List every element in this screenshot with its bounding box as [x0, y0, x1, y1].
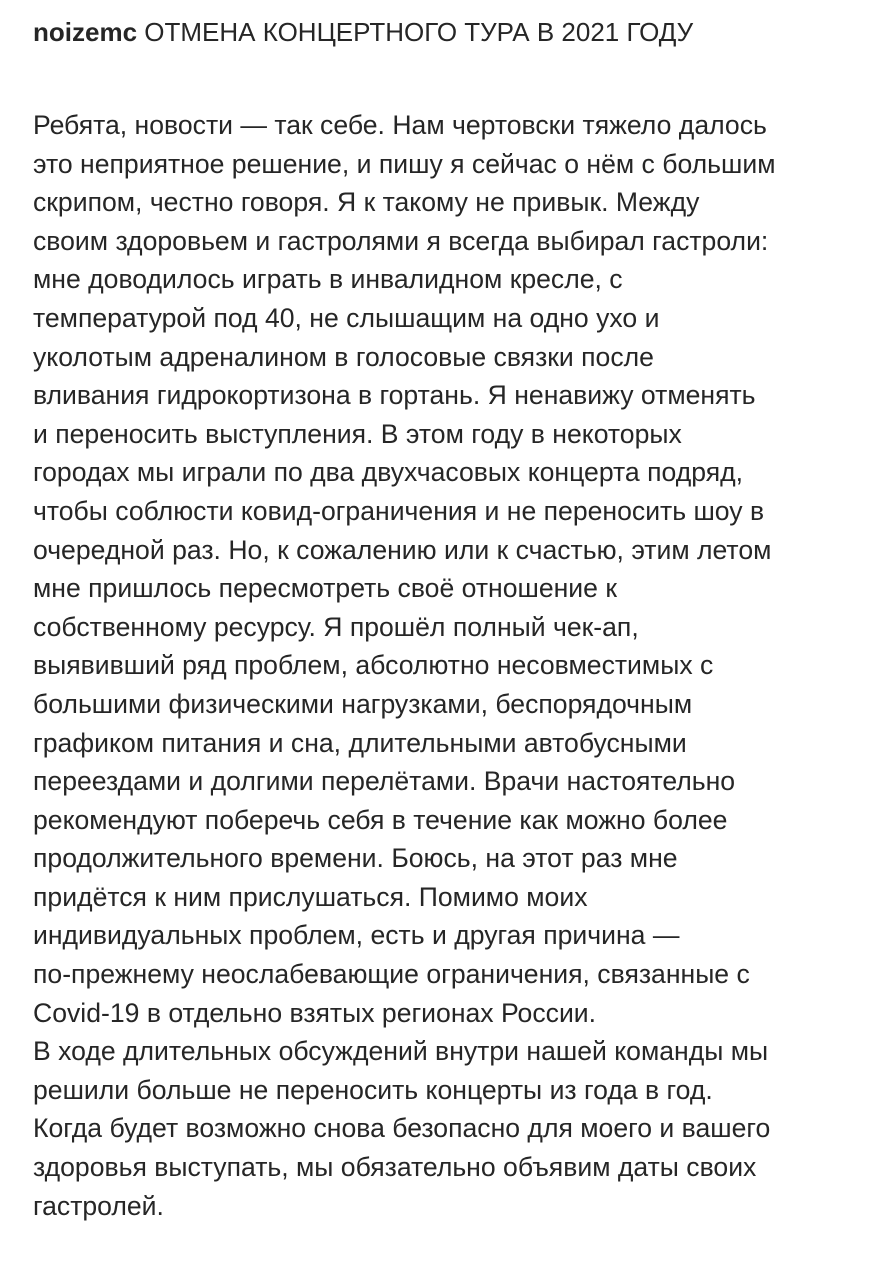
caption-line: выявивший ряд проблем, абсолютно несовместимых с [33, 650, 714, 681]
caption-paragraph [33, 106, 878, 1032]
post-title: ОТМЕНА КОНЦЕРТНОГО ТУРА В 2021 ГОДУ [144, 17, 694, 47]
caption-body [33, 106, 878, 1225]
caption-line: Когда будет возможно снова безопасно для моего и вашего [33, 1113, 771, 1144]
caption-line: по-прежнему неослабевающие ограничения, связанные с [33, 959, 750, 990]
caption-line: гастролей. [33, 1190, 164, 1221]
caption-line: вливания гидрокортизона в гортань. Я ненавижу отменять [33, 380, 756, 411]
caption-line: придётся к ним прислушаться. Помимо моих [33, 881, 588, 912]
caption-line: переездами и долгими перелётами. Врачи настоятельно [33, 766, 736, 797]
caption-line: температурой под 40, не слышащим на одно ухо и [33, 302, 660, 333]
caption-line: В ходе длительных обсуждений внутри нашей команды мы [33, 1036, 769, 1067]
caption-line: Ребята, новости — так себе. Нам чертовски тяжело далось [33, 110, 767, 140]
username-link[interactable]: noizemc [33, 17, 138, 47]
caption-line: решили больше не переносить концерты из года в год. [33, 1074, 713, 1105]
caption-line: мне доводилось играть в инвалидном кресле, с [33, 264, 623, 295]
caption-line: мне пришлось пересмотреть своё отношение к [33, 573, 617, 604]
caption-line: это неприятное решение, и пишу я сейчас о нём с большим [33, 148, 776, 179]
caption-line: городах мы играли по два двухчасовых концерта подряд, [33, 457, 744, 488]
caption-line: большими физическими нагрузками, беспорядочным [33, 688, 693, 719]
caption-line: скрипом, честно говоря. Я к такому не привык. Между [33, 187, 700, 218]
caption-line: индивидуальных проблем, есть и другая причина — [33, 920, 680, 951]
caption-paragraph [33, 1032, 878, 1225]
caption-line: продолжительного времени. Боюсь, на этот раз мне [33, 843, 678, 874]
caption-line: графиком питания и сна, длительными автобусными [33, 727, 687, 758]
caption-line: и переносить выступления. В этом году в некоторых [33, 418, 682, 449]
caption-line: собственному ресурсу. Я прошёл полный чек-ап, [33, 611, 639, 642]
caption-line: Covid-19 в отдельно взятых регионах России. [33, 997, 597, 1028]
caption-line: очередной раз. Но, к сожалению или к счастью, этим летом [33, 534, 772, 565]
caption-line: уколотым адреналином в голосовые связки после [33, 341, 654, 372]
caption-line: здоровья выступать, мы обязательно объявим даты своих [33, 1152, 757, 1183]
caption-line: рекомендуют поберечь себя в течение как можно более [33, 804, 728, 835]
caption-line: чтобы соблюсти ковид-ограничения и не переносить шоу в [33, 495, 765, 526]
caption-line: своим здоровьем и гастролями я всегда выбирал гастроли: [33, 225, 769, 256]
caption-header [33, 14, 878, 50]
